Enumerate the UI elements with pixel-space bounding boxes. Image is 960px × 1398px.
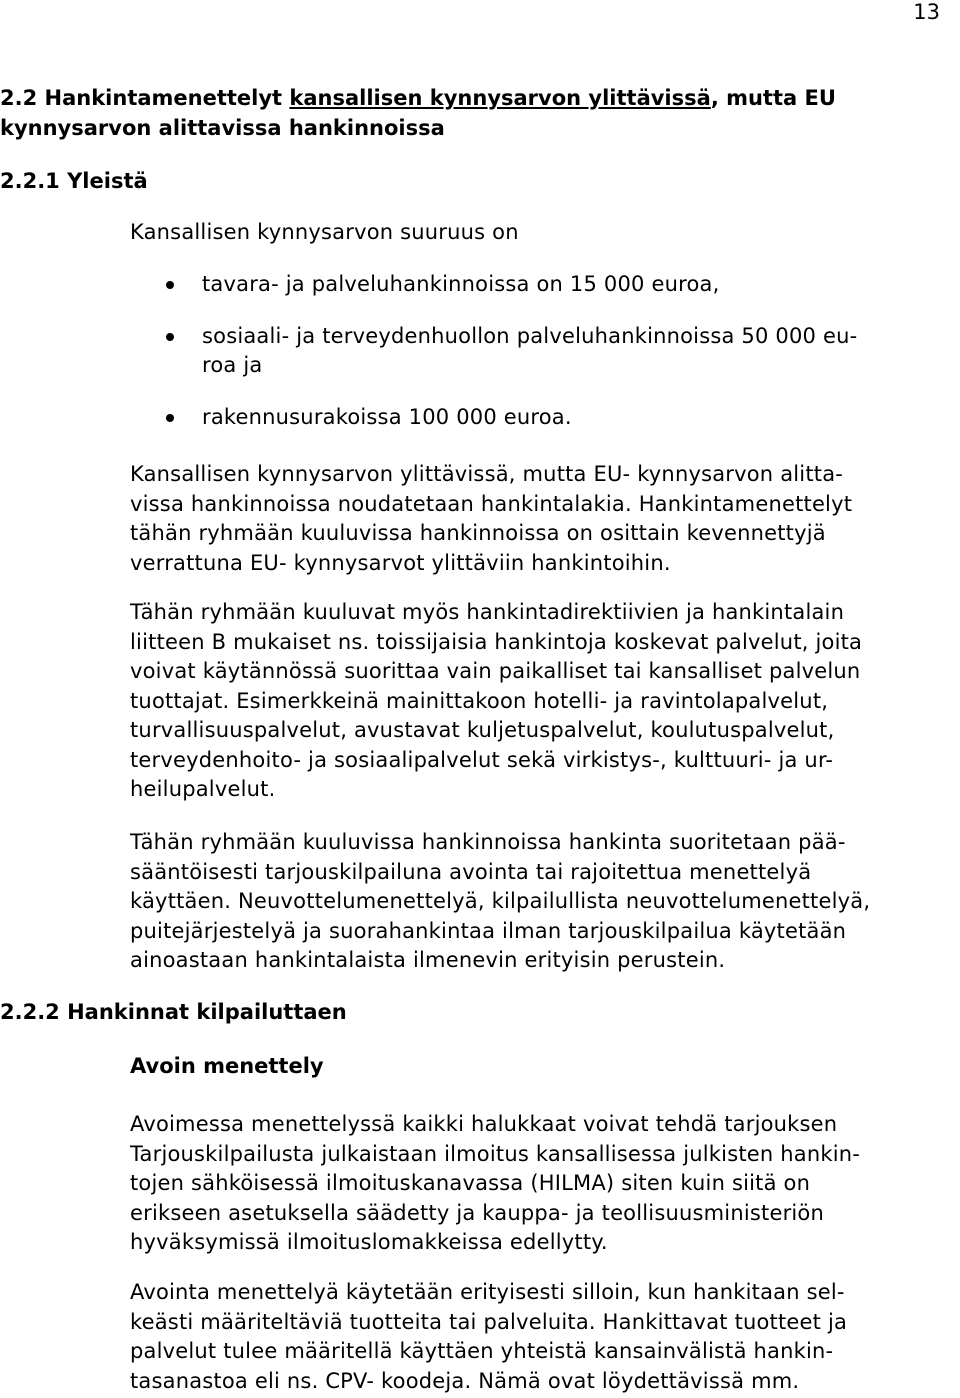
paragraph-line: heilupalvelut. — [130, 777, 276, 801]
paragraph-line: ainoastaan hankintalaista ilmenevin erityisin perustein. — [130, 948, 726, 972]
paragraph-line: Kansallisen kynnysarvon ylittävissä, mutta EU- kynnysarvon alitta- — [130, 462, 844, 486]
paragraph-line: tähän ryhmään kuuluvissa hankinnoissa on osittain kevennettyjä — [130, 521, 826, 545]
page-number: 13 — [913, 0, 940, 24]
paragraph-line: vissa hankinnoissa noudatetaan hankintalakia. Hankintamenettelyt — [130, 491, 853, 516]
paragraph-line: erikseen asetuksella säädetty ja kauppa- ja teollisuusministeriön — [130, 1200, 824, 1225]
paragraph-line: hyväksymissä ilmoituslomakkeissa edellytty. — [130, 1230, 608, 1254]
list-item — [130, 270, 950, 300]
paragraph-procedures — [130, 828, 960, 976]
paragraph-line: liitteen B mukaiset ns. toissijaisia hankintoja koskevat palvelut, joita — [130, 629, 863, 654]
paragraph-line: Tähän ryhmään kuuluvat myös hankintadirektiivien ja hankintalain — [130, 600, 845, 624]
list-item-line: sosiaali- ja terveydenhuollon palveluhankinnoissa 50 000 eu- — [202, 323, 858, 348]
paragraph-line: Tarjouskilpailusta julkaistaan ilmoitus kansallisessa julkisten hankin- — [130, 1141, 861, 1166]
paragraph-line: palvelut tulee määritellä käyttäen yhteistä kansainvälistä hankin- — [130, 1339, 834, 1363]
bullet-icon — [166, 414, 174, 422]
paragraph-annex-b — [130, 598, 960, 805]
paragraph-line: Avoimessa menettelyssä kaikki halukkaat voivat tehdä tarjouksen — [130, 1112, 838, 1136]
heading-prefix: 2.2 Hankintamenettelyt — [0, 86, 290, 110]
paragraph-line: tuottajat. Esimerkkeinä mainittakoon hotelli- ja ravintolapalvelut, — [130, 688, 829, 713]
paragraph-line: Avointa menettelyä käytetään erityisesti silloin, kun hankitaan sel- — [130, 1280, 845, 1304]
paragraph-line: puitejärjestelyä ja suorahankintaa ilman tarjouskilpailua käytetään — [130, 918, 847, 943]
intro-text: Kansallisen kynnysarvon suuruus on — [130, 220, 519, 244]
paragraph-threshold — [130, 460, 960, 578]
paragraph-open-procedure — [130, 1110, 960, 1258]
section-heading — [0, 83, 950, 143]
paragraph-line: turvallisuuspalvelut, avustavat kuljetuspalvelut, koulutuspalvelut, — [130, 718, 835, 742]
heading-line-2: kynnysarvon alittavissa hankinnoissa — [0, 116, 445, 140]
paragraph-open-procedure-usage — [130, 1278, 960, 1396]
list-item-line: tavara- ja palveluhankinnoissa on 15 000 euroa, — [202, 272, 720, 296]
bullet-icon — [166, 333, 174, 341]
paragraph-line: tojen sähköisessä ilmoituskanavassa (HILMA) siten kuin siitä on — [130, 1171, 811, 1195]
subheading-avoin-menettely: Avoin menettely — [130, 1054, 324, 1078]
threshold-list — [130, 270, 950, 454]
paragraph-line: Tähän ryhmään kuuluvissa hankinnoissa hankinta suoritetaan pää- — [130, 830, 846, 854]
list-item-line: roa ja — [202, 353, 263, 377]
paragraph-line: verrattuna EU- kynnysarvot ylittäviin hankintoihin. — [130, 550, 671, 575]
subsection-heading-yleista: 2.2.1 Yleistä — [0, 169, 148, 193]
paragraph-line: sääntöisesti tarjouskilpailuna avointa tai rajoitettua menettelyä — [130, 859, 812, 884]
subsection-heading-kilpailuttaen: 2.2.2 Hankinnat kilpailuttaen — [0, 1000, 347, 1024]
paragraph-line: tasanastoa eli ns. CPV- koodeja. Nämä ovat löydettävissä mm. — [130, 1368, 800, 1393]
list-item — [130, 322, 950, 381]
heading-underlined: kansallisen kynnysarvon ylittävissä — [289, 86, 711, 110]
bullet-icon — [166, 281, 174, 289]
heading-suffix: , mutta EU — [710, 86, 836, 110]
list-item — [130, 403, 950, 433]
paragraph-line: voivat käytännössä suorittaa vain paikalliset tai kansalliset palvelun — [130, 659, 861, 683]
list-item-line: rakennusurakoissa 100 000 euroa. — [202, 404, 572, 429]
paragraph-line: keästi määriteltäviä tuotteita tai palveluita. Hankittavat tuotteet ja — [130, 1309, 848, 1334]
paragraph-line: terveydenhoito- ja sosiaalipalvelut sekä virkistys-, kulttuuri- ja ur- — [130, 747, 834, 772]
paragraph-line: käyttäen. Neuvottelumenettelyä, kilpailullista neuvottelumenettelyä, — [130, 889, 871, 913]
